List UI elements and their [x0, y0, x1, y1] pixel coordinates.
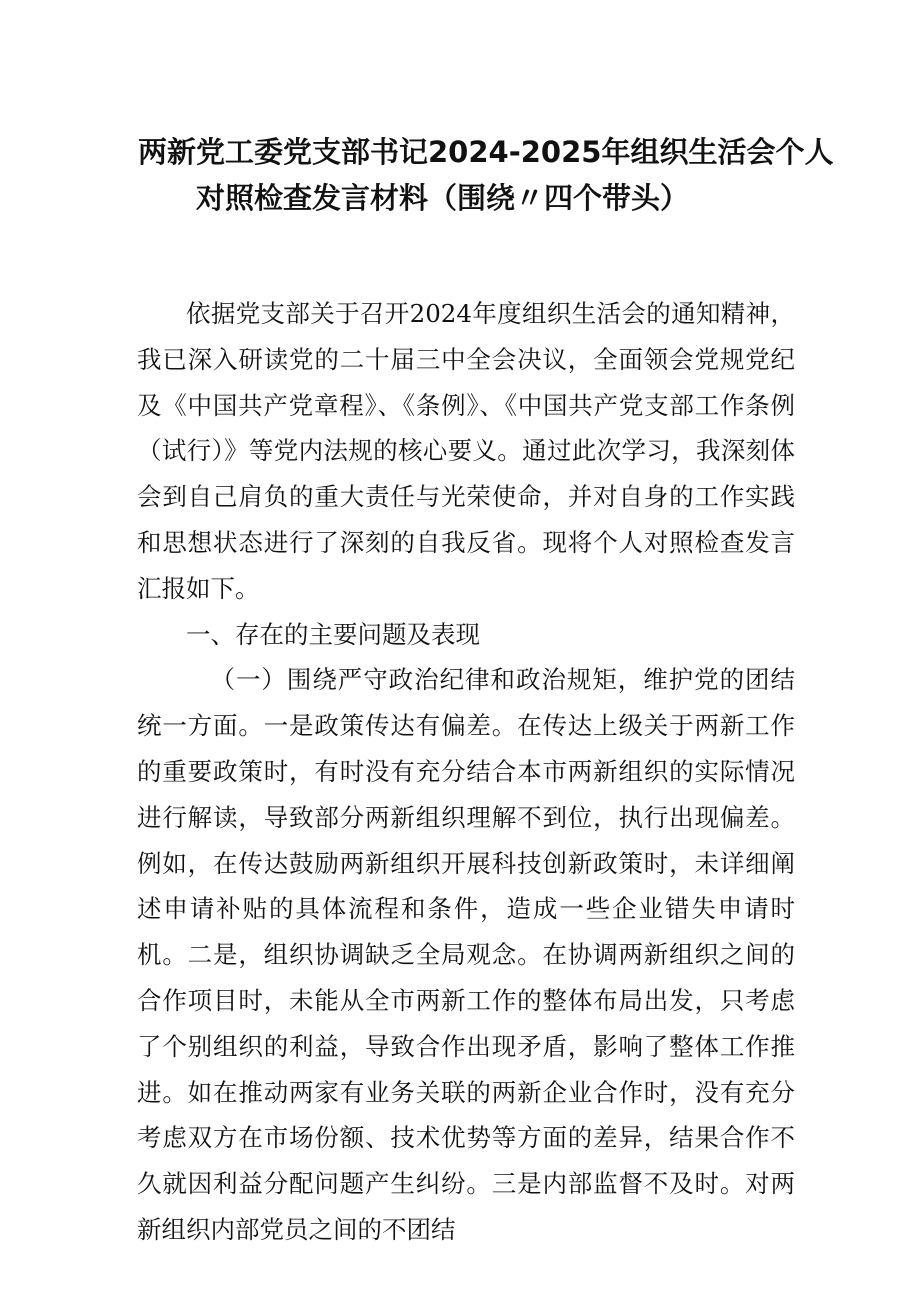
document-title-line-2: 对照检查发言材料（围绕〃四个带头）	[196, 181, 690, 215]
subsection-paragraph: （一）围绕严守政治纪律和政治规矩，维护党的团结统一方面。一是政策传达有偏差。在传达上级关于两新工作的重要政策时，有时没有充分结合本市两新组织的实际情况进行解读，导致部分两新组织理解不到位，执行出现偏差。例如，在传达鼓励两新组织开展科技创新政策时，未详细阐述申请补贴的具体流程和条件，造成一些企业错失申请时机。二是，组织协调缺乏全局观念。在协调两新组织之间的合作项目时，未能从全市两新工作的整体布局出发，只考虑了个别组织的利益，导致合作出现矛盾，影响了整体工作推进。如在推动两家有业务关联的两新企业合作时，没有充分考虑双方在市场份额、技术优势等方面的差异，结果合作不久就因利益分配问题产生纠纷。三是内部监督不及时。对两新组织内部党员之间的不团结	[137, 665, 795, 1244]
document-title-line-1: 两新党工委党支部书记2024-2025年组织生活会个人	[138, 135, 834, 169]
document-body	[137, 291, 795, 1253]
intro-paragraph: 依据党支部关于召开2024年度组织生活会的通知精神，我已深入研读党的二十届三中全会决议，全面领会党规党纪及《中国共产党章程》、《条例》、《中国共产党支部工作条例（试行）》等党内法规的核心要义。通过此次学习，我深刻体会到自己肩负的重大责任与光荣使命，并对自身的工作实践和思想状态进行了深刻的自我反省。现将个人对照检查发言汇报如下。	[137, 299, 795, 603]
section-heading: 一、存在的主要问题及表现	[186, 619, 480, 649]
